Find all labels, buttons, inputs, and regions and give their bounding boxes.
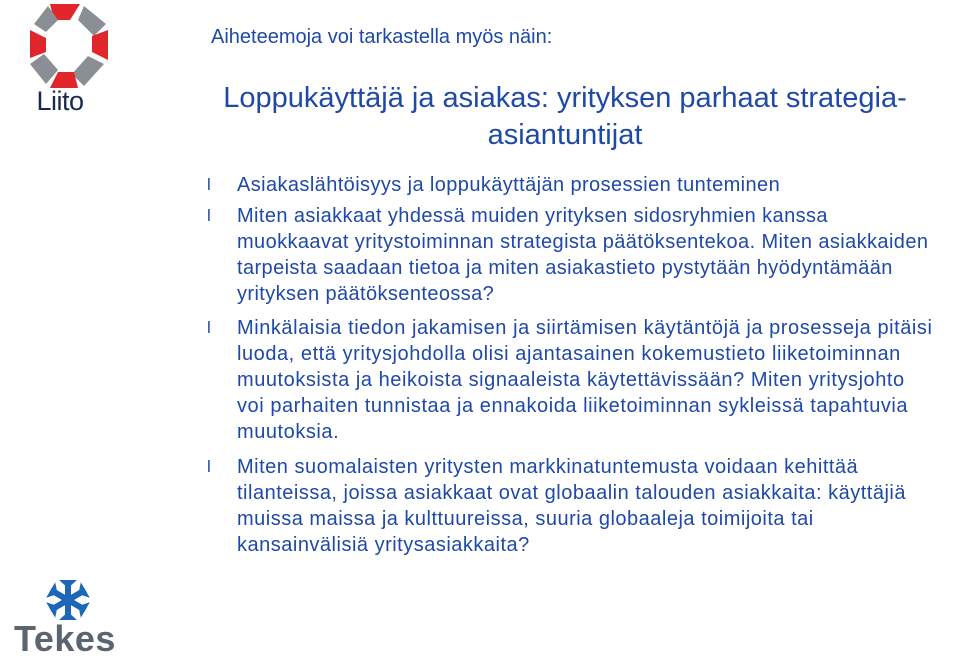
bullet-marker: l [207, 318, 211, 337]
bullet-item [207, 315, 937, 445]
bullet-text: Miten asiakkaat yhdessä muiden yrityksen sidosryhmien kanssa muokkaavat yritystoiminnan strategista päätöksentekoa. Miten asiakkaiden tarpeista saadaan tietoa ja miten asiakastieto pystytään hyödyntämään yrityksen päätöksenteossa? [237, 205, 929, 305]
bullet-list [207, 172, 937, 558]
bullet-marker: l [207, 457, 211, 476]
bullet-item [207, 454, 937, 558]
bullet-marker: l [207, 175, 211, 194]
bullet-text: Asiakaslähtöisyys ja loppukäyttäjän prosessien tunteminen [237, 174, 781, 196]
bullet-item [207, 203, 937, 307]
bullet-text: Minkälaisia tiedon jakamisen ja siirtämisen käytäntöjä ja prosesseja pitäisi luoda, että yritysjohdolla olisi ajantasainen kokemustieto liiketoiminnan muutoksista ja heikoista signaaleista käytettävissään? Miten yritysjohto voi parhaiten tunnistaa ja ennakoida liiketoiminnan sykleissä tapahtuvia muutoksia. [237, 317, 933, 443]
slide-title: Loppukäyttäjä ja asiakas: yrityksen parhaat strategia-asiantuntijat [223, 82, 907, 151]
liito-logo-text: Liito [36, 86, 84, 116]
bullet-text: Miten suomalaisten yritysten markkinatuntemusta voidaan kehittää tilanteissa, joissa asiakkaat ovat globaalin talouden asiakkaita: käyttäjiä muissa maissa ja kulttuureissa, suuria globaaleja toimijoita tai kansainvälisiä yritysasiakkaita? [237, 456, 906, 556]
tekes-snowflake-icon [4, 578, 136, 622]
eyebrow-text: Aiheteemoja voi tarkastella myös näin: [211, 26, 553, 48]
bullet-item [207, 172, 937, 198]
bullet-marker: l [207, 206, 211, 225]
tekes-logo-text: Tekes [14, 618, 116, 659]
liito-swirl-icon [28, 2, 112, 92]
